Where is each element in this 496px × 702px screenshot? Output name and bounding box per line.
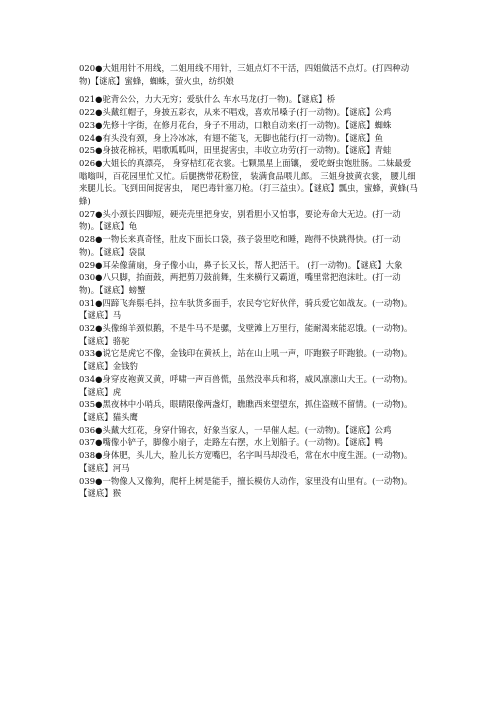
riddle-number: 037 (79, 437, 96, 448)
riddle-entry (79, 322, 419, 347)
riddle-number: 020 (79, 63, 96, 73)
riddle-text: ●头像绵羊颈似鹅，不是牛马不是骡，戈壁滩上万里行，能耐渴来能忍饿。(一动物)。【谜底】骆驼 (79, 323, 413, 346)
riddle-entry (79, 259, 419, 272)
riddle-entry (79, 93, 419, 106)
riddle-text: ●一物像人又像狗，爬杆上树是能手，擅长模仿人动作，家里没有山里有。(一动物)。【谜底】猴 (79, 475, 413, 499)
riddle-text: ●头戴大红花，身穿什锦衣，好象当家人，一早催人起。(一动物)。【谜底】公鸡 (95, 424, 392, 435)
riddle-number: 022 (79, 107, 96, 118)
riddle-number: 034 (79, 373, 96, 384)
riddle-number: 032 (79, 323, 96, 334)
riddle-text: ●八只脚，抬面鼓，两把剪刀鼓前舞，生来横行又霸道，嘴里常把泡沫吐。(打一动物)。【谜底】螃蟹 (79, 272, 401, 295)
riddle-text: ●耳朵像蒲扇，身子像小山，鼻子长又长，帮人把活干。 (打一动物)。【谜底】大象 (95, 259, 403, 270)
riddle-number: 031 (79, 297, 96, 308)
riddle-number: 025 (79, 145, 96, 156)
riddle-number: 023 (79, 119, 96, 130)
riddle-entry (79, 132, 419, 145)
riddle-entry (79, 233, 419, 258)
riddle-entry (79, 106, 419, 119)
riddle-entry (79, 297, 419, 322)
riddle-text: ●大姐长的真漂亮， 身穿桔红花衣裳。七颗黑星上面镶， 爱吃蚜虫饱肚肠。二妹最爱嗡嗡叫，百花园里忙又忙。后腿携带花粉筐， 装满食品喂儿郎。 三姐身披黄衣裳， 腰儿细来腿儿长。飞到田间捉害虫， 尾巴毒针塞刀枪。（打三益虫）。【谜底】瓢虫，蜜蜂，黄蜂(马蜂) (79, 157, 418, 207)
riddle-entry (79, 475, 419, 500)
riddle-entry (79, 424, 419, 437)
riddle-text: ●身披花棉袄，唱歌呱呱叫，田里捉害虫，丰收立功劳(打一动物)。【谜底】青蛙 (95, 145, 392, 156)
riddle-entry (79, 271, 419, 296)
riddle-text: ●先修十字街，在修月花台，身子不用动，口粮自动来(打一动物)。【谜底】蜘蛛 (95, 119, 392, 130)
riddle-entry (79, 157, 419, 208)
riddle-text: ●有头没有颈，身上冷冰冰，有翅不能飞，无脚也能行(打一动物)。【谜底】鱼 (95, 132, 383, 143)
riddle-text: ●驼背公公，力大无穷；爱驮什么 车水马龙(打一物)。【谜底】桥 (95, 94, 336, 105)
riddle-entry (79, 62, 419, 87)
riddle-entry (79, 449, 419, 474)
riddle-text: ●身穿皮袍黄又黄，呼啸一声百兽慌，虽然没率兵和将，威风凛凛山大王。(一动物)。【谜底】虎 (79, 373, 413, 397)
riddle-entry (79, 436, 419, 449)
riddle-entry (79, 119, 419, 132)
riddle-text: ●四蹄飞奔鬃毛抖，拉车驮货多面手，农民夸它好伙伴，骑兵爱它如战友。(一动物)。【谜底】马 (79, 297, 413, 321)
riddle-list (79, 62, 419, 500)
riddle-number: 030 (79, 272, 96, 283)
riddle-text: ●头戴红帽子，身披五彩衣，从来不唱戏，喜欢吊嗓子(打一动物)。【谜底】公鸡 (95, 107, 392, 118)
riddle-number: 026 (79, 157, 96, 168)
riddle-text: ●头小颈长四脚短，硬壳壳里把身安，别看胆小又怕事，要论寿命大无边。(打一动物)。【谜底】龟 (79, 208, 401, 232)
riddle-number: 035 (79, 399, 96, 410)
riddle-number: 027 (79, 208, 96, 219)
riddle-number: 039 (79, 475, 96, 486)
riddle-number: 038 (79, 450, 96, 461)
riddle-entry (79, 144, 419, 157)
riddle-text: ●一物长来真奇怪，肚皮下面长口袋，孩子袋里吃和睡，跑得不快跳得快。(打一动物)。【谜底】袋鼠 (79, 234, 401, 257)
riddle-entry (79, 208, 419, 233)
riddle-text: ●黑夜林中小哨兵，眼睛限像两盏灯，瞧瞧西来望望东，抓住盗贼不留情。(一动物)。【谜底】猫头鹰 (79, 399, 413, 422)
riddle-text: ●大姐用针不用线，二姐用线不用针，三姐点灯不干活，四姐做活不点灯。(打四种动物)【谜底】蜜蜂，蜘蛛，萤火虫，纺织娘 (79, 63, 410, 86)
riddle-text: ●嘴像小铲子，脚像小扇子，走路左右摆，水上划船子。(一动物)。【谜底】鸭 (95, 437, 383, 448)
riddle-number: 029 (79, 259, 96, 270)
riddle-number: 036 (79, 424, 96, 435)
riddle-number: 024 (79, 132, 96, 143)
riddle-text: ●说它是虎它不像，金钱印在黄袄上，站在山上吼一声，吓跑猴子吓跑狼。(一动物)。【谜底】金钱豹 (79, 348, 413, 372)
riddle-entry (79, 373, 419, 398)
riddle-entry (79, 347, 419, 372)
riddle-number: 021 (79, 94, 96, 105)
riddle-number: 028 (79, 234, 96, 245)
riddle-entry (79, 398, 419, 423)
riddle-text: ●身体肥，头儿大，脸儿长方宽嘴巴，名字叫马却没毛，常在水中度生涯。(一动物)。【谜底】河马 (79, 450, 413, 473)
riddle-number: 033 (79, 348, 96, 359)
